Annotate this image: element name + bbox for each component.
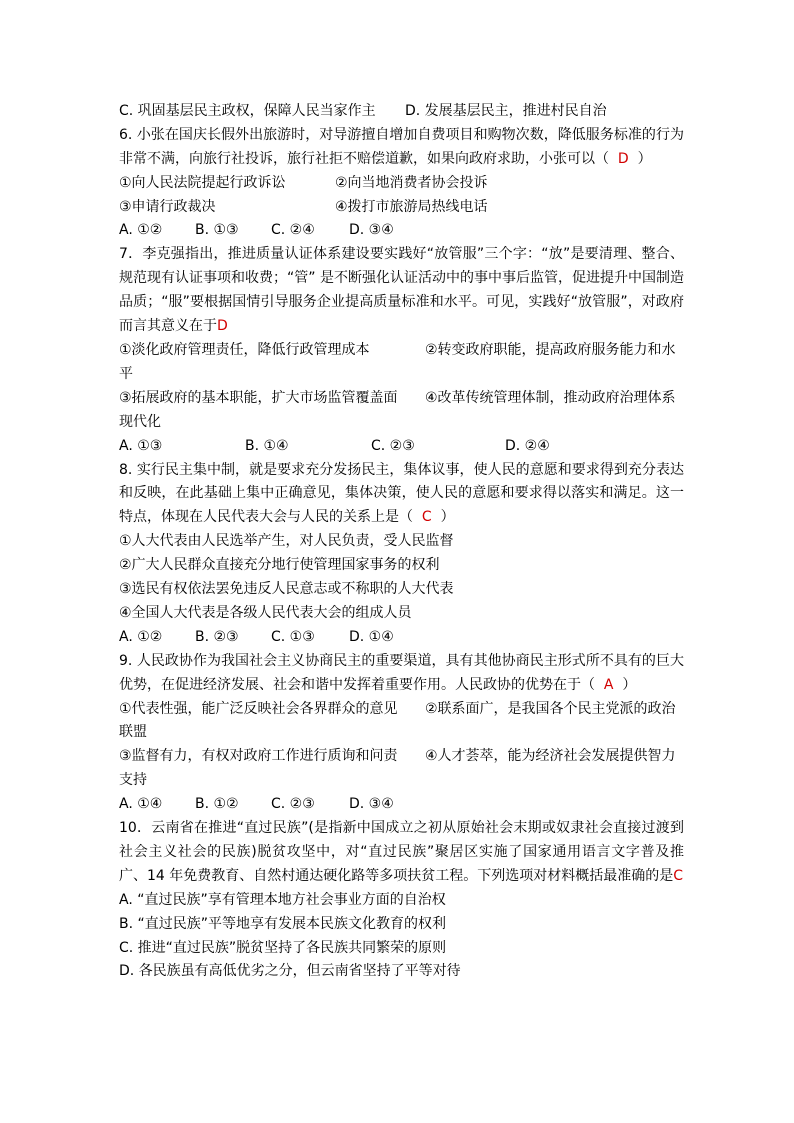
- q6-option-2: ②向当地消费者协会投诉: [335, 174, 488, 191]
- q9-options-12: [119, 698, 684, 746]
- q10-option-d: D. 各民族虽有高低优劣之分，但云南省坚持了平等对待: [119, 963, 461, 980]
- q7-choice-c: C. ②③: [371, 437, 415, 454]
- q9-choice-c: C. ②③: [271, 796, 315, 813]
- q7-option-1: ①淡化政府管理责任，降低行政管理成本: [119, 342, 370, 358]
- q9-option-2: ②联系面广，是我国各个民主党派的政治联盟: [119, 700, 676, 741]
- q6-choice-a: A. ①②: [119, 222, 163, 239]
- q9-option-1: ①代表性强，能广泛反映社会各界群众的意见: [119, 700, 398, 717]
- q6-option-1: ①向人民法院提起行政诉讼: [119, 174, 286, 191]
- q8-option-1: ①人大代表由人民选举产生，对人民负责，受人民监督: [119, 533, 454, 550]
- q9-option-4: ④人才荟萃，能为经济社会发展提供智力支持: [119, 748, 676, 789]
- q9-answer: A: [603, 676, 614, 693]
- q7-option-2: ②转变政府职能，提高政府服务能力和水平: [119, 342, 676, 382]
- q7-choice-b: B. ①④: [245, 437, 289, 454]
- q9-stem: 9. 人民政协作为我国社会主义协商民主的重要渠道，具有其他协商民主形式所不具有的巨大优势，在促进经济发展、社会和谐中发挥着重要作用。人民政协的优势在于（ A ）: [119, 652, 684, 693]
- q8-choice-d: D. ①④: [349, 628, 394, 645]
- q9-choice-b: B. ①②: [195, 796, 239, 813]
- q8-option-3: ③选民有权依法罢免违反人民意志或不称职的人大代表: [119, 581, 454, 598]
- q9-choices: [119, 793, 684, 817]
- q8-choice-b: B. ②③: [195, 628, 239, 645]
- q8-answer: C: [421, 509, 432, 526]
- q7-options-34: [119, 387, 684, 435]
- q6-option-3: ③申请行政裁决: [119, 198, 216, 215]
- q9-choice-a: A. ①④: [119, 796, 163, 813]
- q7-option-4: ④改革传统管理体制，推动政府治理体系现代化: [119, 389, 676, 430]
- q7-choice-d: D. ②④: [505, 437, 550, 454]
- q6-choice-c: C. ②④: [271, 222, 315, 239]
- q6-option-4: ④拨打市旅游局热线电话: [335, 198, 488, 215]
- q7-options-12: [119, 339, 684, 387]
- q9-options-34: [119, 745, 684, 793]
- q10-option-c: C. 推进“直过民族”脱贫坚持了各民族共同繁荣的原则: [119, 939, 447, 956]
- q5-option-d: D. 发展基层民主，推进村民自治: [405, 103, 607, 119]
- q6-answer: D: [617, 150, 629, 167]
- q10-answer: C: [673, 867, 684, 884]
- q9-option-3: ③监督有力，有权对政府工作进行质询和问责: [119, 748, 398, 765]
- question-content: [119, 100, 684, 984]
- q7-option-3: ③拓展政府的基本职能，扩大市场监管覆盖面: [119, 389, 398, 406]
- q6-choice-d: D. ③④: [349, 222, 394, 239]
- q8-choice-c: C. ①③: [271, 628, 315, 645]
- q7-answer: D: [217, 318, 228, 335]
- q8-choice-a: A. ①②: [119, 628, 163, 645]
- q10-option-a: A. “直过民族”享有管理本地方社会事业方面的自治权: [119, 891, 446, 908]
- q9-choice-d: D. ③④: [349, 796, 394, 813]
- q6-options-12: [119, 172, 684, 196]
- q7-choices: [119, 435, 684, 459]
- q8-option-4: ④全国人大代表是各级人民代表大会的组成人员: [119, 604, 412, 621]
- q6-choice-b: B. ①③: [195, 222, 239, 239]
- q10-option-b: B. “直过民族”平等地享有发展本民族文化教育的权利: [119, 915, 447, 932]
- q8-choices: [119, 626, 684, 650]
- q8-option-2: ②广大人民群众直接充分地行使管理国家事务的权利: [119, 557, 440, 574]
- q6-options-34: [119, 196, 684, 220]
- q7-stem: 7．李克强指出，推进质量认证体系建设要实践好“放管服”三个字：“放”是要清理、整合、规范现有认证事项和收费；“管” 是不断强化认证活动中的事中事后监管，促进提升中国制造品质；“服”要根据国情引导服务企业提高质量标准和水平。可见，实践好“放管服”，对政府而言其意义在于D: [119, 246, 684, 335]
- q5-options-cd: [119, 100, 684, 124]
- q10-stem: 10．云南省在推进“直过民族”(是指新中国成立之初从原始社会末期或奴隶社会直接过渡到社会主义社会的民族)脱贫攻坚中，对“直过民族”聚居区实施了国家通用语言文字普及推广、14 年免费教育、自然村通达硬化路等多项扶贫工程。下列选项对材料概括最准确的是C: [119, 820, 684, 884]
- q6-choices: [119, 219, 684, 243]
- q5-option-c: C. 巩固基层民主政权，保障人民当家作主: [119, 103, 376, 119]
- q8-stem: 8. 实行民主集中制，就是要求充分发扬民主，集体议事，使人民的意愿和要求得到充分表达和反映，在此基础上集中正确意见，集体决策，使人民的意愿和要求得以落实和满足。这一特点，体现在人民代表大会与人民的关系上是（ C ）: [119, 461, 684, 526]
- q6-stem: 6. 小张在国庆长假外出旅游时，对导游擅自增加自费项目和购物次数，降低服务标准的行为非常不满，向旅行社投诉，旅行社拒不赔偿道歉，如果向政府求助，小张可以（ D ）: [119, 126, 684, 167]
- q7-choice-a: A. ①③: [119, 437, 163, 454]
